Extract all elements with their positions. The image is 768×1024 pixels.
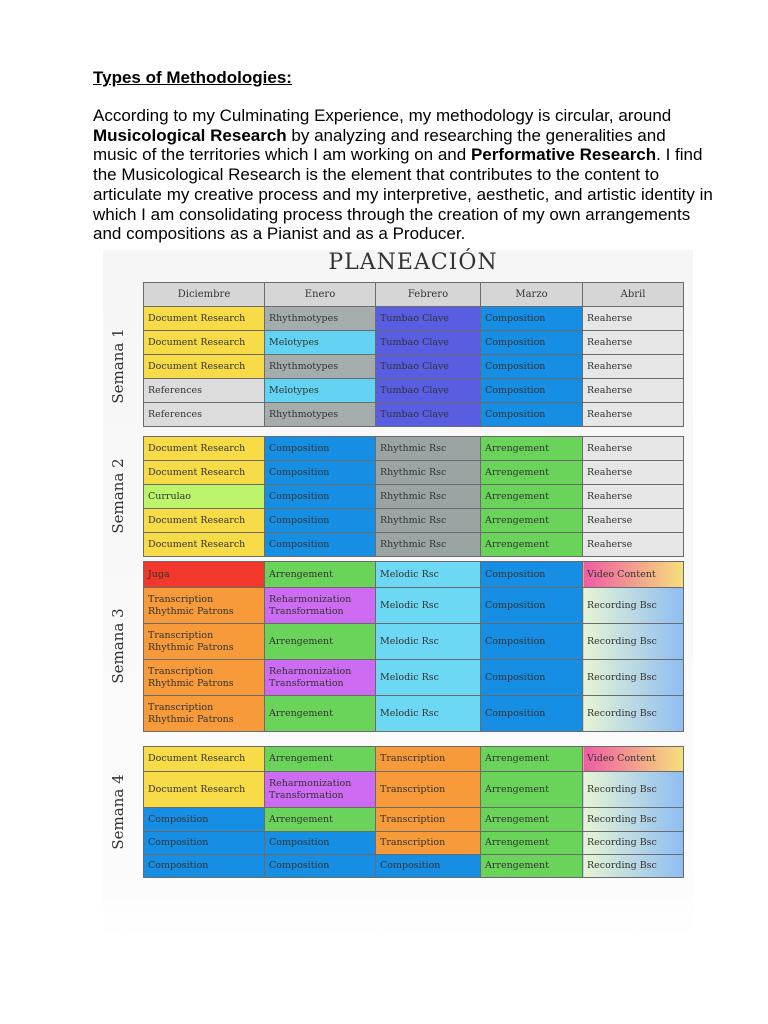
table-row xyxy=(144,485,684,509)
month-header: Diciembre xyxy=(144,283,265,307)
schedule-cell: Recording Bsc xyxy=(583,832,684,855)
schedule-cell: Reaherse xyxy=(583,355,684,379)
schedule-cell: Transcription Rhythmic Patrons xyxy=(144,624,265,660)
schedule-cell: Composition xyxy=(265,461,376,485)
schedule-cell: Rhythmic Rsc xyxy=(376,533,481,557)
schedule-cell: Recording Bsc xyxy=(583,588,684,624)
schedule-cell: Composition xyxy=(481,379,583,403)
table-row xyxy=(144,832,684,855)
schedule-cell: Document Research xyxy=(144,772,265,808)
paragraph-bold-1: Musicological Research xyxy=(93,125,287,145)
paragraph-text-1: According to my Culminating Experience, my methodology is circular, around xyxy=(93,106,672,125)
schedule-cell: Document Research xyxy=(144,461,265,485)
paragraph-bold-2: Performative Research xyxy=(470,145,657,165)
schedule-cell: Composition xyxy=(265,509,376,533)
schedule-cell: Arrengement xyxy=(265,624,376,660)
week-table-1 xyxy=(143,282,684,427)
schedule-cell: Rhythmotypes xyxy=(265,355,376,379)
schedule-cell: Recording Bsc xyxy=(583,855,684,878)
table-row xyxy=(144,437,684,461)
month-header: Enero xyxy=(265,283,376,307)
schedule-cell: Reaherse xyxy=(583,461,684,485)
schedule-cell: Melodic Rsc xyxy=(376,562,481,588)
table-row xyxy=(144,307,684,331)
schedule-cell: Arrengement xyxy=(481,461,583,485)
schedule-cell: Transcription xyxy=(376,808,481,832)
week-label: Semana 2 xyxy=(109,458,127,534)
schedule-cell: Tumbao Clave xyxy=(376,355,481,379)
schedule-cell: Arrengement xyxy=(481,533,583,557)
schedule-cell: Composition xyxy=(481,331,583,355)
schedule-cell: Recording Bsc xyxy=(583,660,684,696)
schedule-cell: Composition xyxy=(481,403,583,427)
schedule-cell: Video Content xyxy=(583,562,684,588)
schedule-cell: References xyxy=(144,379,265,403)
schedule-cell: Transcription xyxy=(376,772,481,808)
table-row xyxy=(144,588,684,624)
schedule-cell: Arrengement xyxy=(481,747,583,772)
schedule-cell: Rhythmotypes xyxy=(265,307,376,331)
schedule-cell: Arrengement xyxy=(481,485,583,509)
schedule-cell: Composition xyxy=(265,485,376,509)
schedule-cell: Composition xyxy=(481,355,583,379)
schedule-cell: Arrengement xyxy=(265,562,376,588)
schedule-cell: Video Content xyxy=(583,747,684,772)
schedule-cell: Arrengement xyxy=(481,855,583,878)
schedule-cell: Transcription Rhythmic Patrons xyxy=(144,696,265,732)
schedule-cell: Tumbao Clave xyxy=(376,403,481,427)
table-row xyxy=(144,660,684,696)
schedule-cell: Transcription Rhythmic Patrons xyxy=(144,588,265,624)
schedule-cell: Composition xyxy=(481,307,583,331)
schedule-cell: Reharmonization Transformation xyxy=(265,660,376,696)
schedule-cell: Composition xyxy=(481,624,583,660)
schedule-cell: Recording Bsc xyxy=(583,772,684,808)
schedule-cell: Recording Bsc xyxy=(583,624,684,660)
schedule-cell: Document Research xyxy=(144,509,265,533)
schedule-cell: Composition xyxy=(481,696,583,732)
paragraph-text-3: . I find the Musicological Research is the element that contributes to the content to articulate my creative process and my interpretive, aesthetic, and artistic identity in which I am consolidating process through the creation of my own arrangements and compositions as a Pianist and as a Producer. xyxy=(93,145,713,244)
schedule-cell: Document Research xyxy=(144,355,265,379)
methodology-paragraph xyxy=(93,106,713,244)
schedule-cell: Composition xyxy=(144,808,265,832)
month-header: Abril xyxy=(583,283,684,307)
schedule-cell: Composition xyxy=(265,533,376,557)
table-row xyxy=(144,403,684,427)
table-row xyxy=(144,533,684,557)
schedule-cell: Rhythmotypes xyxy=(265,403,376,427)
schedule-cell: Reaherse xyxy=(583,485,684,509)
table-row xyxy=(144,772,684,808)
table-row xyxy=(144,562,684,588)
schedule-cell: Document Research xyxy=(144,437,265,461)
schedule-cell: Melotypes xyxy=(265,379,376,403)
schedule-cell: Juga xyxy=(144,562,265,588)
month-header-row xyxy=(144,283,684,307)
schedule-cell: Arrengement xyxy=(481,832,583,855)
table-row xyxy=(144,855,684,878)
schedule-cell: Transcription Rhythmic Patrons xyxy=(144,660,265,696)
schedule-cell: Arrengement xyxy=(265,808,376,832)
schedule-cell: Rhythmic Rsc xyxy=(376,461,481,485)
month-header: Febrero xyxy=(376,283,481,307)
schedule-cell: Transcription xyxy=(376,832,481,855)
week-table-4 xyxy=(143,746,684,878)
schedule-cell: Melodic Rsc xyxy=(376,624,481,660)
schedule-cell: Arrengement xyxy=(265,696,376,732)
schedule-cell: Rhythmic Rsc xyxy=(376,509,481,533)
schedule-cell: Reaherse xyxy=(583,379,684,403)
schedule-cell: Reaherse xyxy=(583,533,684,557)
schedule-cell: Composition xyxy=(481,562,583,588)
schedule-cell: Composition xyxy=(265,832,376,855)
figure-title: PLANEACIÓN xyxy=(328,250,498,275)
schedule-cell: Reaherse xyxy=(583,509,684,533)
schedule-cell: Composition xyxy=(144,832,265,855)
schedule-cell: References xyxy=(144,403,265,427)
table-row xyxy=(144,808,684,832)
table-row xyxy=(144,331,684,355)
schedule-cell: Melodic Rsc xyxy=(376,660,481,696)
schedule-cell: Arrengement xyxy=(481,808,583,832)
week-table-2 xyxy=(143,436,684,557)
table-row xyxy=(144,509,684,533)
week-label: Semana 3 xyxy=(109,608,127,684)
schedule-cell: Tumbao Clave xyxy=(376,331,481,355)
schedule-cell: Melotypes xyxy=(265,331,376,355)
schedule-cell: Rhythmic Rsc xyxy=(376,437,481,461)
schedule-cell: Reaherse xyxy=(583,403,684,427)
schedule-cell: Tumbao Clave xyxy=(376,379,481,403)
schedule-cell: Currulao xyxy=(144,485,265,509)
schedule-cell: Composition xyxy=(265,437,376,461)
section-heading: Types of Methodologies: xyxy=(93,68,292,87)
schedule-cell: Reaherse xyxy=(583,307,684,331)
schedule-cell: Arrengement xyxy=(481,772,583,808)
schedule-cell: Document Research xyxy=(144,331,265,355)
schedule-cell: Transcription xyxy=(376,747,481,772)
schedule-cell: Recording Bsc xyxy=(583,696,684,732)
schedule-cell: Rhythmic Rsc xyxy=(376,485,481,509)
schedule-cell: Arrengement xyxy=(481,509,583,533)
schedule-cell: Reaherse xyxy=(583,437,684,461)
schedule-cell: Document Research xyxy=(144,747,265,772)
table-row xyxy=(144,355,684,379)
table-row xyxy=(144,696,684,732)
schedule-cell: Melodic Rsc xyxy=(376,588,481,624)
schedule-cell: Arrengement xyxy=(481,437,583,461)
table-row xyxy=(144,379,684,403)
table-row xyxy=(144,624,684,660)
schedule-cell: Reaherse xyxy=(583,331,684,355)
schedule-cell: Document Research xyxy=(144,307,265,331)
schedule-cell: Melodic Rsc xyxy=(376,696,481,732)
schedule-cell: Composition xyxy=(376,855,481,878)
month-header: Marzo xyxy=(481,283,583,307)
paragraph-text-2: by analyzing and researching the generalities and music of the territories which I am working on and xyxy=(93,125,666,165)
week-label: Semana 1 xyxy=(109,328,127,404)
schedule-cell: Tumbao Clave xyxy=(376,307,481,331)
table-row xyxy=(144,461,684,485)
schedule-cell: Reharmonization Transformation xyxy=(265,772,376,808)
schedule-cell: Reharmonization Transformation xyxy=(265,588,376,624)
schedule-cell: Document Research xyxy=(144,533,265,557)
schedule-cell: Composition xyxy=(265,855,376,878)
schedule-cell: Composition xyxy=(481,660,583,696)
schedule-cell: Composition xyxy=(144,855,265,878)
week-label: Semana 4 xyxy=(109,773,127,850)
schedule-cell: Composition xyxy=(481,588,583,624)
table-row xyxy=(144,747,684,772)
week-table-3 xyxy=(143,561,684,732)
schedule-cell: Recording Bsc xyxy=(583,808,684,832)
schedule-cell: Arrengement xyxy=(265,747,376,772)
